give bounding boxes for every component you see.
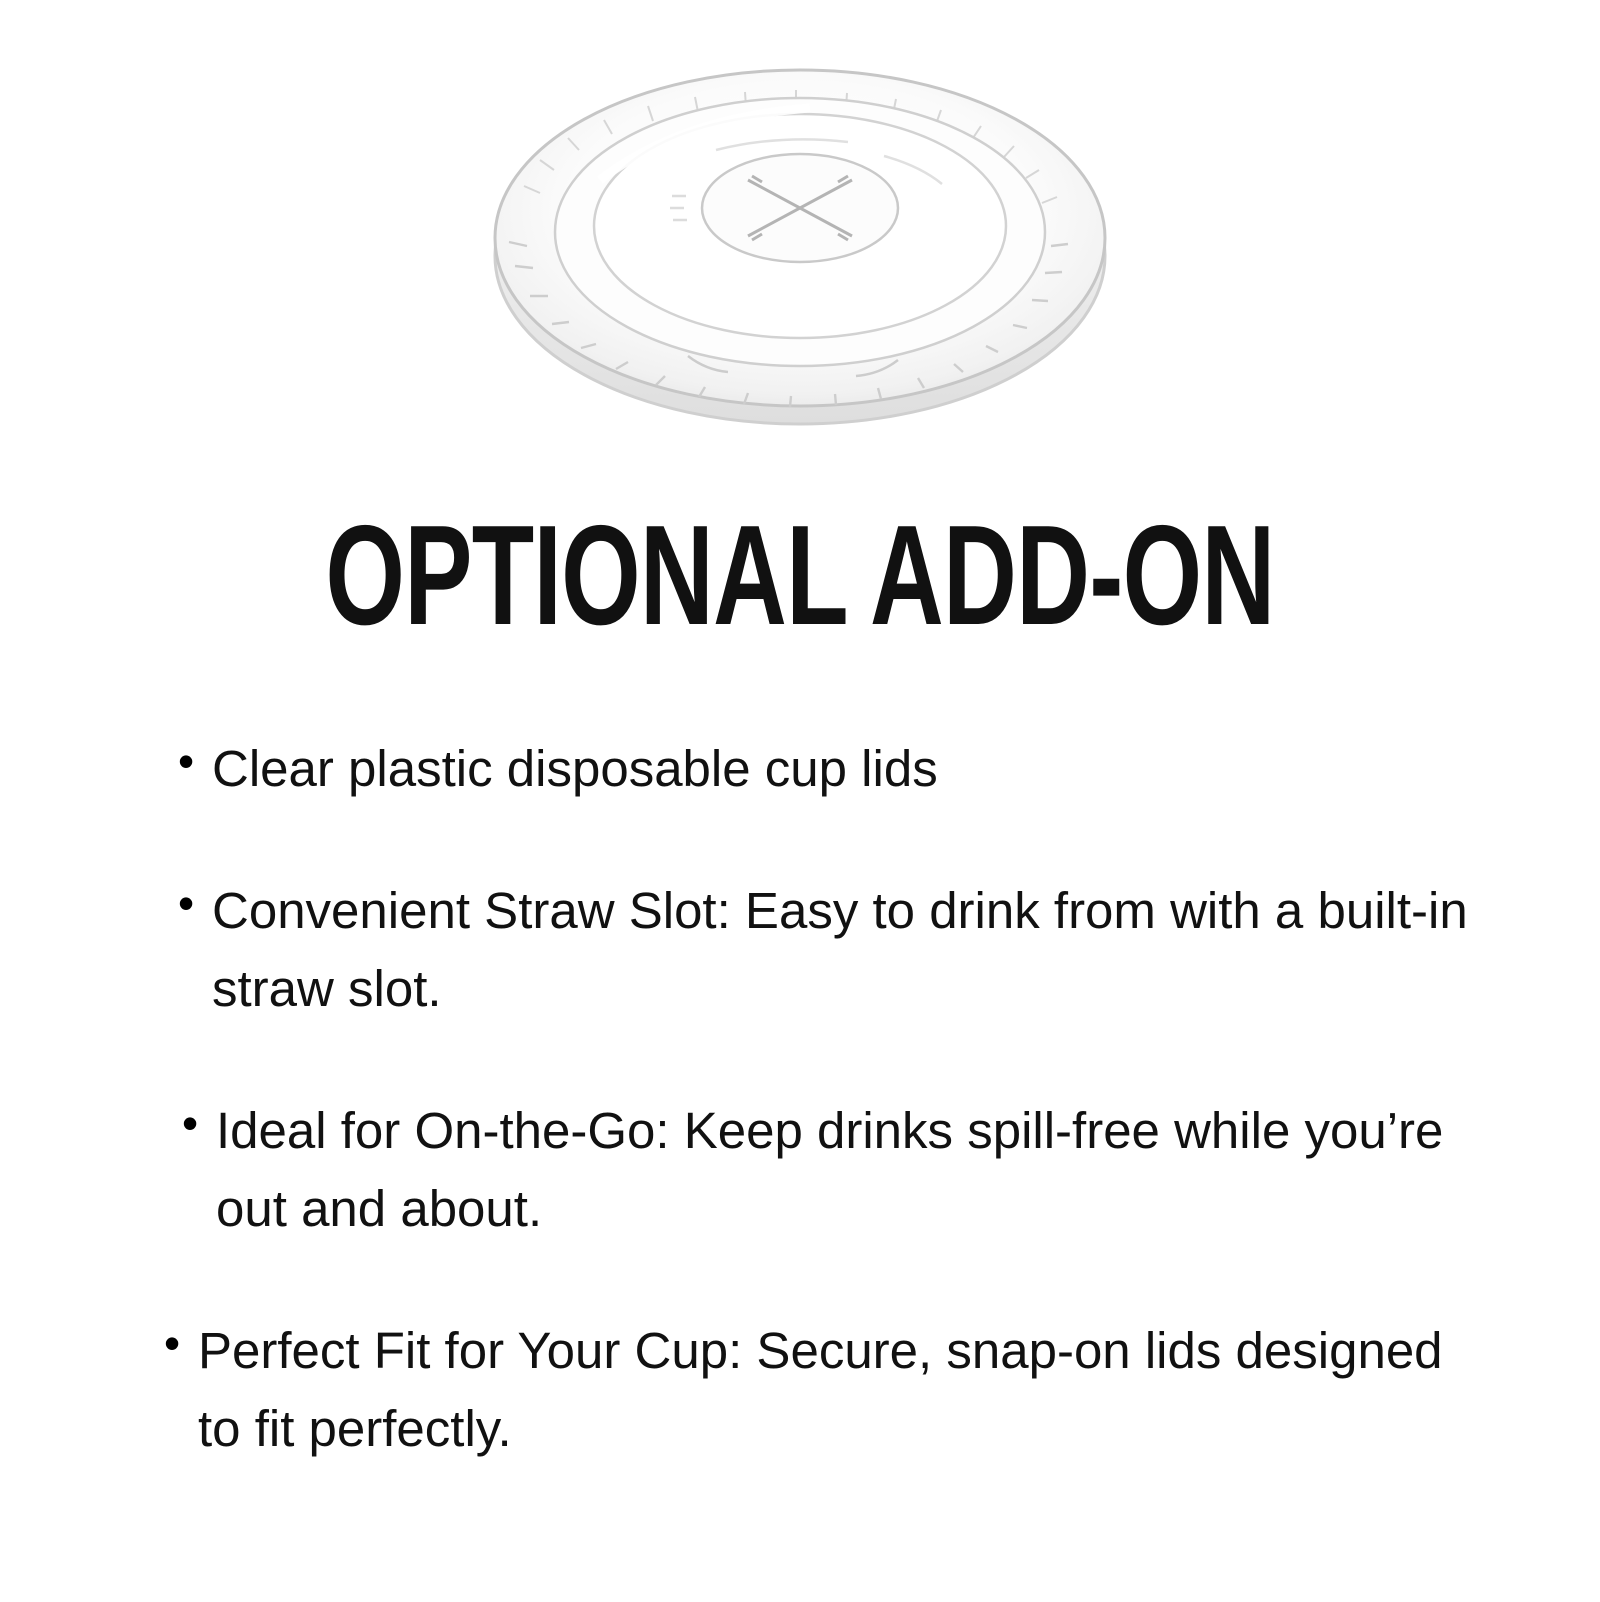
- bullet-marker-icon: •: [178, 877, 195, 929]
- list-item: [150, 730, 1490, 808]
- bullet-marker-icon: •: [178, 735, 195, 787]
- list-item: [150, 1312, 1490, 1468]
- page-title: OPTIONAL ADD-ON: [325, 496, 1275, 655]
- cup-lid-icon: [480, 60, 1120, 440]
- product-image: [0, 40, 1600, 460]
- bullet-marker-icon: •: [164, 1317, 181, 1369]
- feature-list: [150, 730, 1490, 1532]
- list-item-text: Convenient Straw Slot: Easy to drink from with a built-in straw slot.: [212, 882, 1468, 1017]
- list-item: [150, 872, 1490, 1028]
- list-item-text: Clear plastic disposable cup lids: [212, 740, 938, 797]
- list-item: [150, 1092, 1490, 1248]
- list-item-text: Perfect Fit for Your Cup: Secure, snap-on lids designed to fit perfectly.: [198, 1322, 1443, 1457]
- bullet-marker-icon: •: [182, 1097, 199, 1149]
- list-item-text: Ideal for On-the-Go: Keep drinks spill-free while you’re out and about.: [216, 1102, 1444, 1237]
